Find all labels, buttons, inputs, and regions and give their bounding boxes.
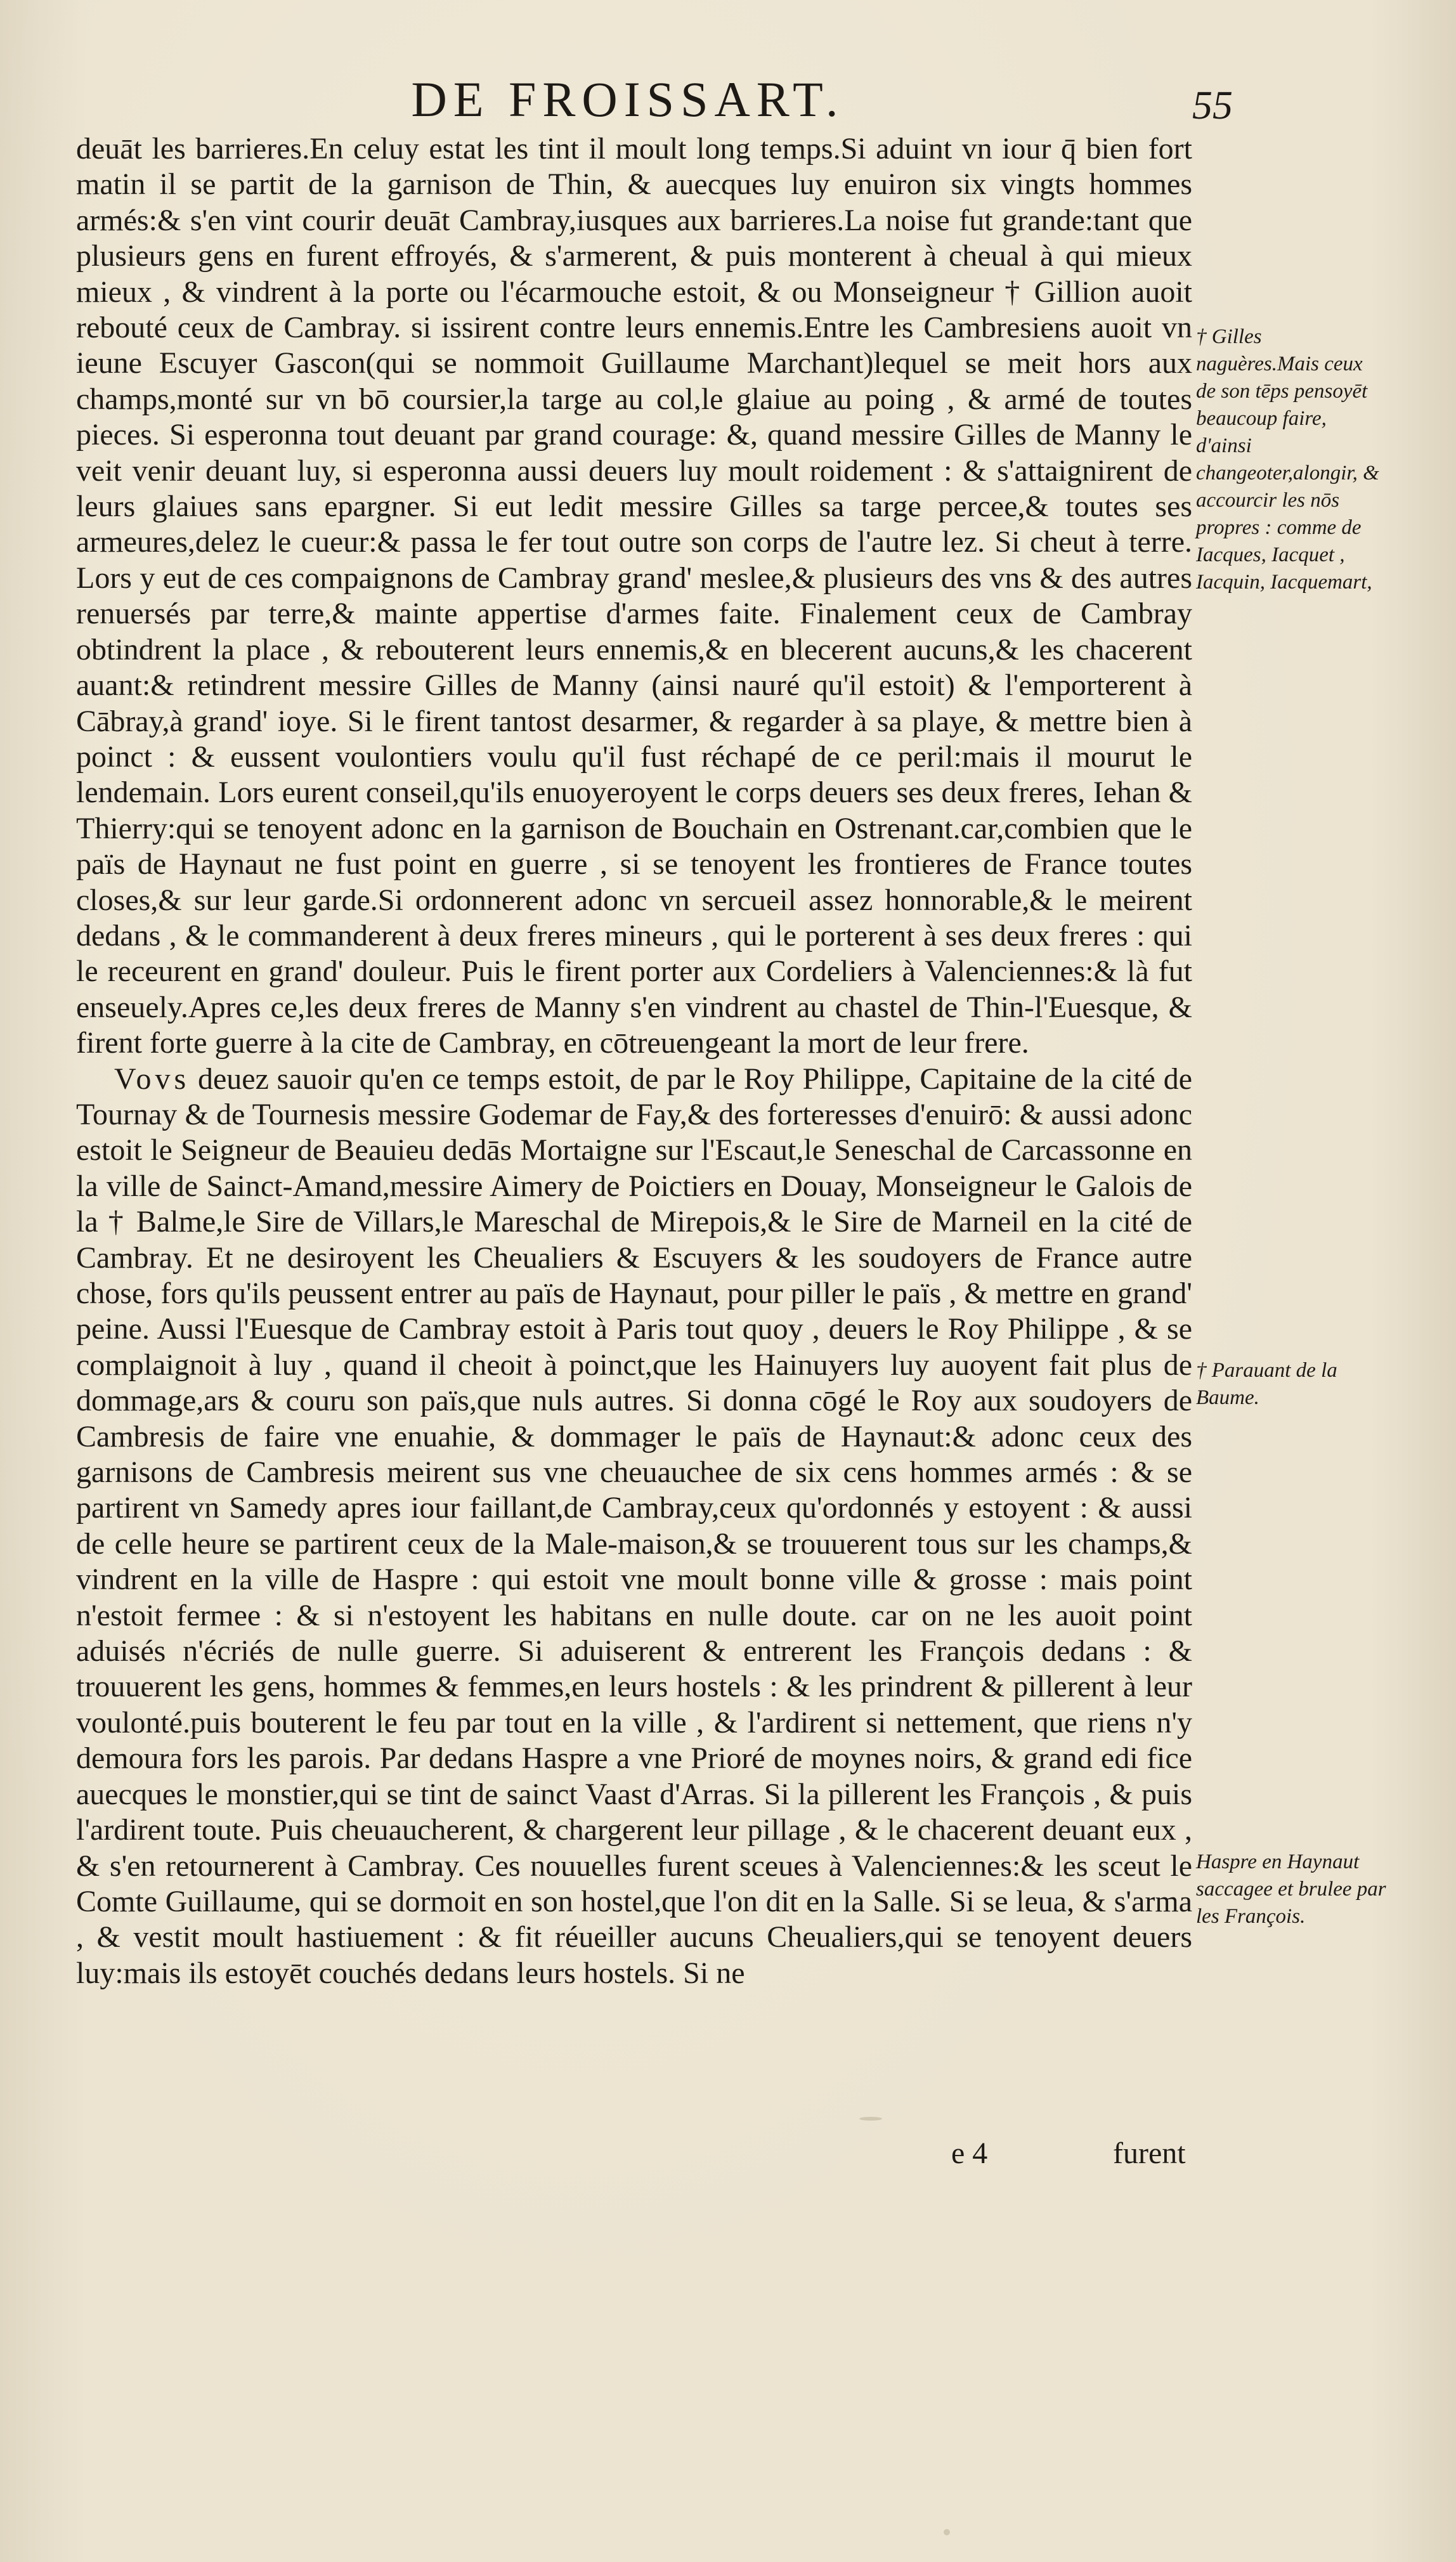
catchword: furent: [1113, 2136, 1186, 2170]
running-title: DE FROISSART.: [411, 72, 845, 127]
paragraph-2-opening-word: Vovs: [114, 1062, 190, 1096]
marginal-note-text: Haspre en Haynaut saccagee et brulee par les François.: [1196, 1850, 1386, 1928]
marginal-note-text: † Parauant de la Baume.: [1196, 1359, 1337, 1409]
signature-mark: e 4: [951, 2136, 988, 2170]
marginal-note-text: † Gilles naguères.Mais ceux de son tēps pensoyēt beaucoup faire, d'ainsi changeoter,alongir, & accourcir les nōs propres : comme de Iacques, Iacquet , Iacquin, Iacquemart,: [1196, 325, 1379, 594]
page-number: 55: [1192, 82, 1233, 127]
marginal-note-haspre: [1196, 1849, 1386, 1930]
paragraph-2: [76, 1062, 1192, 1992]
marginal-note-balme: [1196, 1357, 1386, 1412]
paragraph-1: deuāt les barrieres.En celuy estat les tint il moult long temps.Si aduint vn iour q̄ bien fort matin il se partit de la garnison de Thin, & auecques luy enuiron six vingts hommes armés:& s'en vint courir deuāt Cambray,iusques aux barrieres.La noise fut grande:tant que plusieurs gens en furent effroyés, & s'armerent, & puis monterent à cheual à qui mieux mieux , & vindrent à la porte ou l'écarmouche estoit, & ou Monseigneur † Gillion auoit rebouté ceux de Cambray. si issirent contre leurs ennemis.Entre les Cambresiens auoit vn ieune Escuyer Gascon(qui se nommoit Guillaume Marchant)lequel se meit hors aux champs,monté sur vn bō coursier,la targe au col,le glaiue au poing , & armé de toutes pieces. Si esperonna tout deuant par grand courage: &, quand messire Gilles de Manny le veit venir deuant luy, si esperonna aussi deuers luy moult roidement : & s'attaignirent de leurs glaiues sans epargner. Si eut ledit messire Gilles sa targe percee,& toutes ses armeures,delez le cueur:& passa le fer tout outre son corps de l'autre lez. Si cheut à terre. Lors y eut de ces compaignons de Cambray grand' meslee,& plusieurs des vns & des autres renuersés par terre,& mainte appertise d'armes faite. Finalement ceux de Cambray obtindrent la place , & rebouterent leurs ennemis,& en blecerent aucuns,& les chacerent auant:& retindrent messire Gilles de Manny (ainsi nauré qu'il estoit) & l'emporterent à Cābray,à grand' ioye. Si le firent tantost desarmer, & regarder à sa playe, & mettre bien à poinct : & eussent voulontiers voulu qu'il fust réchapé de ce peril:mais il mourut le lendemain. Lors eurent conseil,qu'ils enuoyeroyent le corps deuers ses deux freres, Iehan & Thierry:qui se tenoyent adonc en la garnison de Bouchain en Ostrenant.car,combien que le païs de Haynaut ne fust point en guerre , si se tenoyent les frontieres de France toutes closes,& sur leur garde.Si ordonnerent adonc vn sercueil assez honnorable,& le meirent dedans , & le commanderent à deux freres mineurs , qui le porterent à ses deux freres : qui le receurent en grand' douleur. Puis le firent porter aux Cordeliers à Valenciennes:& là fut enseuely.Apres ce,les deux freres de Manny s'en vindrent au chastel de Thin-l'Euesque, & firent forte guerre à la cite de Cambray, en cōtreuengeant la mort de leur frere.: [76, 132, 1192, 1060]
main-text-block: [76, 131, 1192, 1991]
ink-smudge: [859, 2117, 882, 2121]
ink-smudge: [944, 2529, 950, 2535]
marginal-note-gilles: [1196, 323, 1386, 596]
paragraph-2-text: deuez sauoir qu'en ce temps estoit, de par le Roy Philippe, Capitaine de la cité de Tournay & de Tournesis messire Godemar de Fay,& des forteresses d'enuirō: & aussi adonc estoit le Seigneur de Beauieu dedās Mortaigne sur l'Escaut,le Seneschal de Carcassonne en la ville de Sainct-Amand,messire Aimery de Poictiers en Douay, Monseigneur le Galois de la † Balme,le Sire de Villars,le Mareschal de Mirepois,& le Sire de Marneil en la cité de Cambray. Et ne desiroyent les Cheualiers & Escuyers & les soudoyers de France autre chose, fors qu'ils peussent entrer au païs de Haynaut, pour piller le païs , & mettre en grand' peine. Aussi l'Euesque de Cambray estoit à Paris tout quoy , deuers le Roy Philippe , & se complaignoit à luy , quand il cheoit à poinct,que les Hainuyers luy auoyent fait plus de dommage,ars & couru son païs,que nuls autres. Si donna cōgé le Roy aux soudoyers de Cambresis de faire vne enuahie, & dommager le païs de Haynaut:& adonc ceux des garnisons de Cambresis meirent sus vne cheuauchee de six cens hommes armés : & se partirent vn Samedy apres iour faillant,de Cambray,ceux qu'ordonnés y estoyent : & aussi de celle heure se partirent ceux de la Male-maison,& se trouuerent tous sur les champs,& vindrent en la ville de Haspre : qui estoit vne moult bonne ville & grosse : mais point n'estoit fermee : & si n'estoyent les habitans en nulle doute. car on ne les auoit point aduisés n'écriés de nulle guerre. Si aduiserent & entrerent les François dedans : & trouuerent les gens, hommes & femmes,en leurs hostels : & les prindrent & pillerent à leur voulonté.puis bouterent le feu par tout en la ville , & l'ardirent si nettement, que riens n'y demoura fors les parois. Par dedans Haspre a vne Prioré de moynes noirs, & grand edi fice auecques le monstier,qui se tint de sainct Vaast d'Arras. Si la pillerent les François , & puis l'ardirent toute. Puis cheuaucherent, & chargerent leur pillage , & le chacerent deuant eux , & s'en retournerent à Cambray. Ces nouuelles furent sceues à Valenciennes:& les sceut le Comte Guillaume, qui se dormoit en son hostel,que l'on dit en la Salle. Si se leua, & s'arma , & vestit moult hastiuement : & fit réueiller aucuns Cheualiers,qui se tenoyent deuers luy:mais ils estoyēt couchés dedans leurs hostels. Si ne: [76, 1062, 1193, 1990]
